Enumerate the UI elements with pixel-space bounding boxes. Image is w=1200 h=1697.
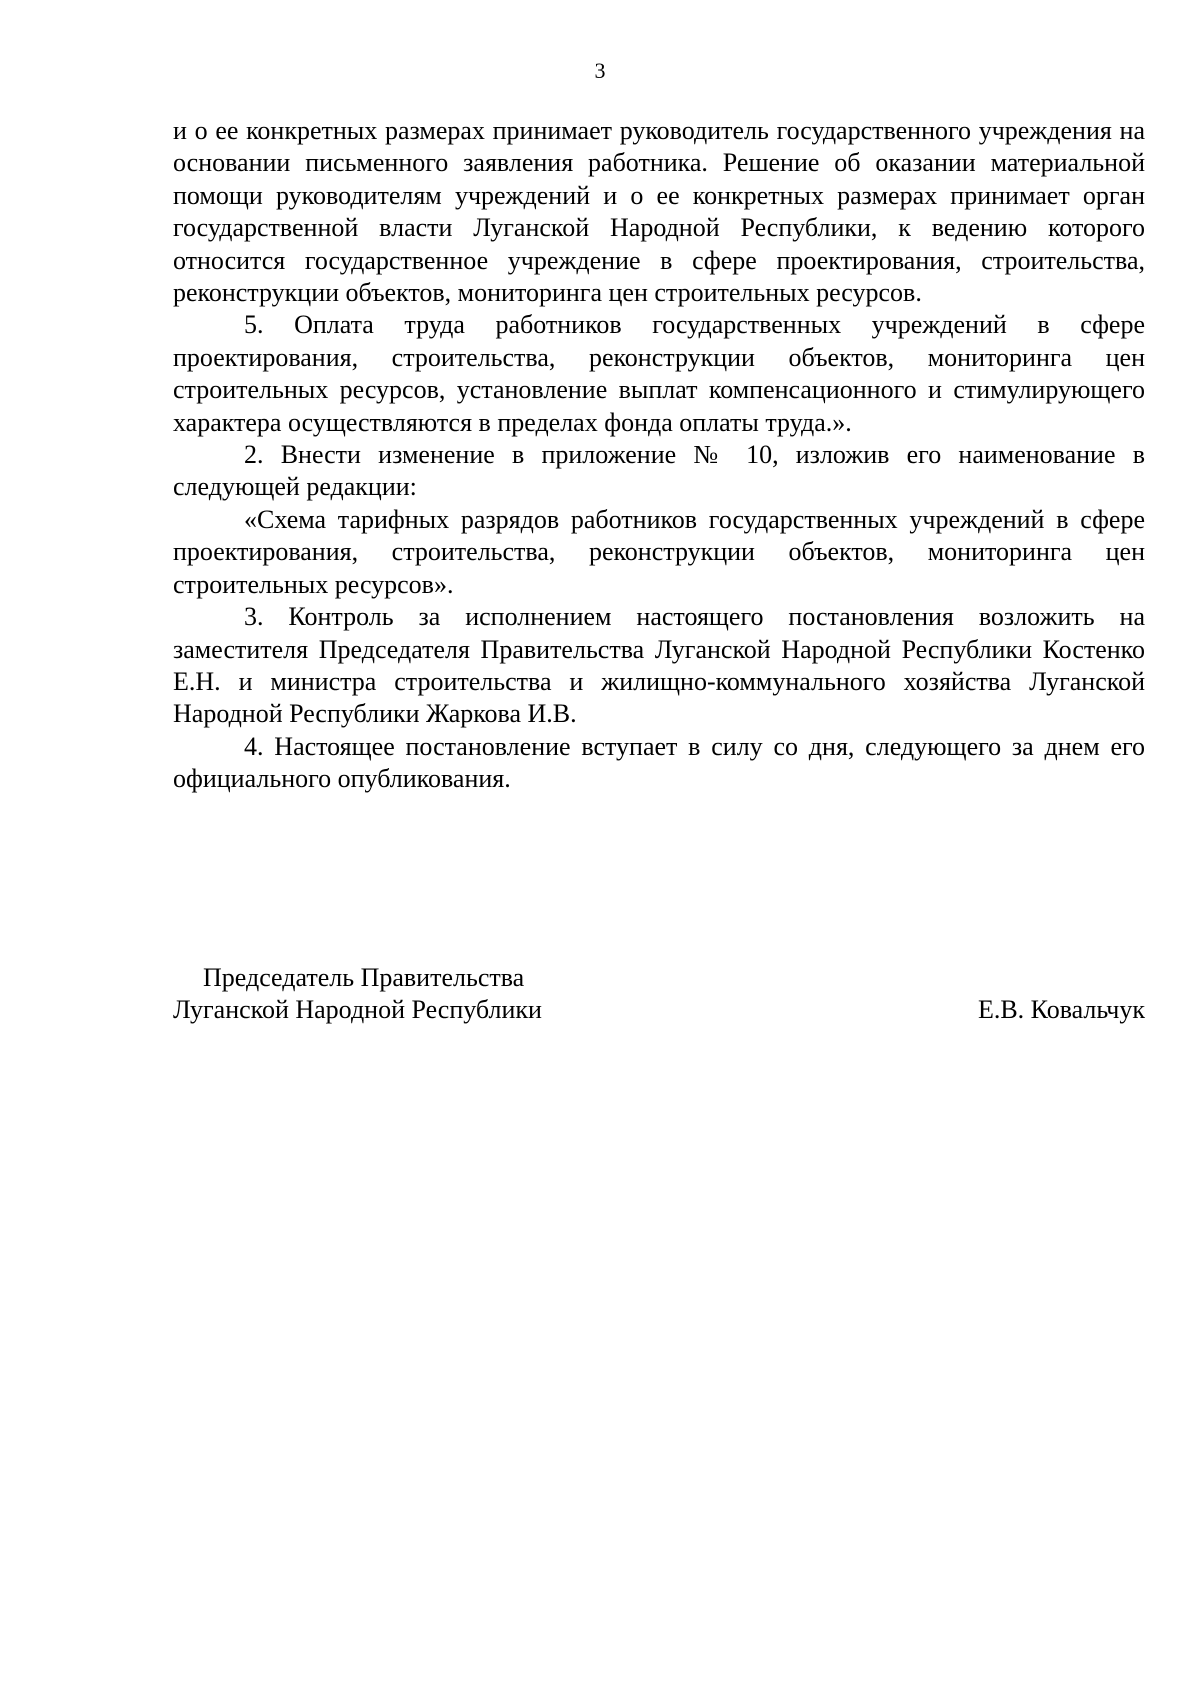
- signatory-name: Е.В. Ковальчук: [977, 995, 1145, 1025]
- paragraph-point-4: 4. Настоящее постановление вступает в силу со дня, следующего за днем его официального опубликования.: [173, 731, 1145, 794]
- page-number: 3: [594, 58, 606, 83]
- signature-block: [173, 962, 1145, 1027]
- paragraph-item-5: 5. Оплата труда работников государственных учреждений в сфере проектирования, строительства, реконструкции объектов, мониторинга цен строительных ресурсов, установление выплат компенсационного и стимулирующего характера осуществляются в пределах фонда оплаты труда.».: [173, 310, 1145, 437]
- document-body: [173, 115, 1145, 796]
- paragraph-quoted-title: «Схема тарифных разрядов работников государственных учреждений в сфере проектирования, строительства, реконструкции объектов, мониторинга цен строительных ресурсов».: [173, 504, 1145, 599]
- signatory-organization: Луганской Народной Республики: [173, 995, 542, 1025]
- signatory-title: Председатель Правительства: [203, 963, 525, 992]
- paragraph-point-2: 2. Внести изменение в приложение № 10, изложив его наименование в следующей редакции:: [173, 440, 1145, 502]
- paragraph-continuation: и о ее конкретных размерах принимает руководитель государственного учреждения на основании письменного заявления работника. Решение об оказании материальной помощи руководителям учреждений и о ее конкретных размерах принимает орган государственной власти Луганской Народной Республики, к ведению которого относится государственное учреждение в сфере проектирования, строительства, реконструкции объектов, мониторинга цен строительных ресурсов.: [173, 116, 1145, 308]
- paragraph-point-3: 3. Контроль за исполнением настоящего постановления возложить на заместителя Председателя Правительства Луганской Народной Республики Костенко Е.Н. и министра строительства и жилищно-коммунального хозяйства Луганской Народной Республики Жаркова И.В.: [173, 602, 1145, 729]
